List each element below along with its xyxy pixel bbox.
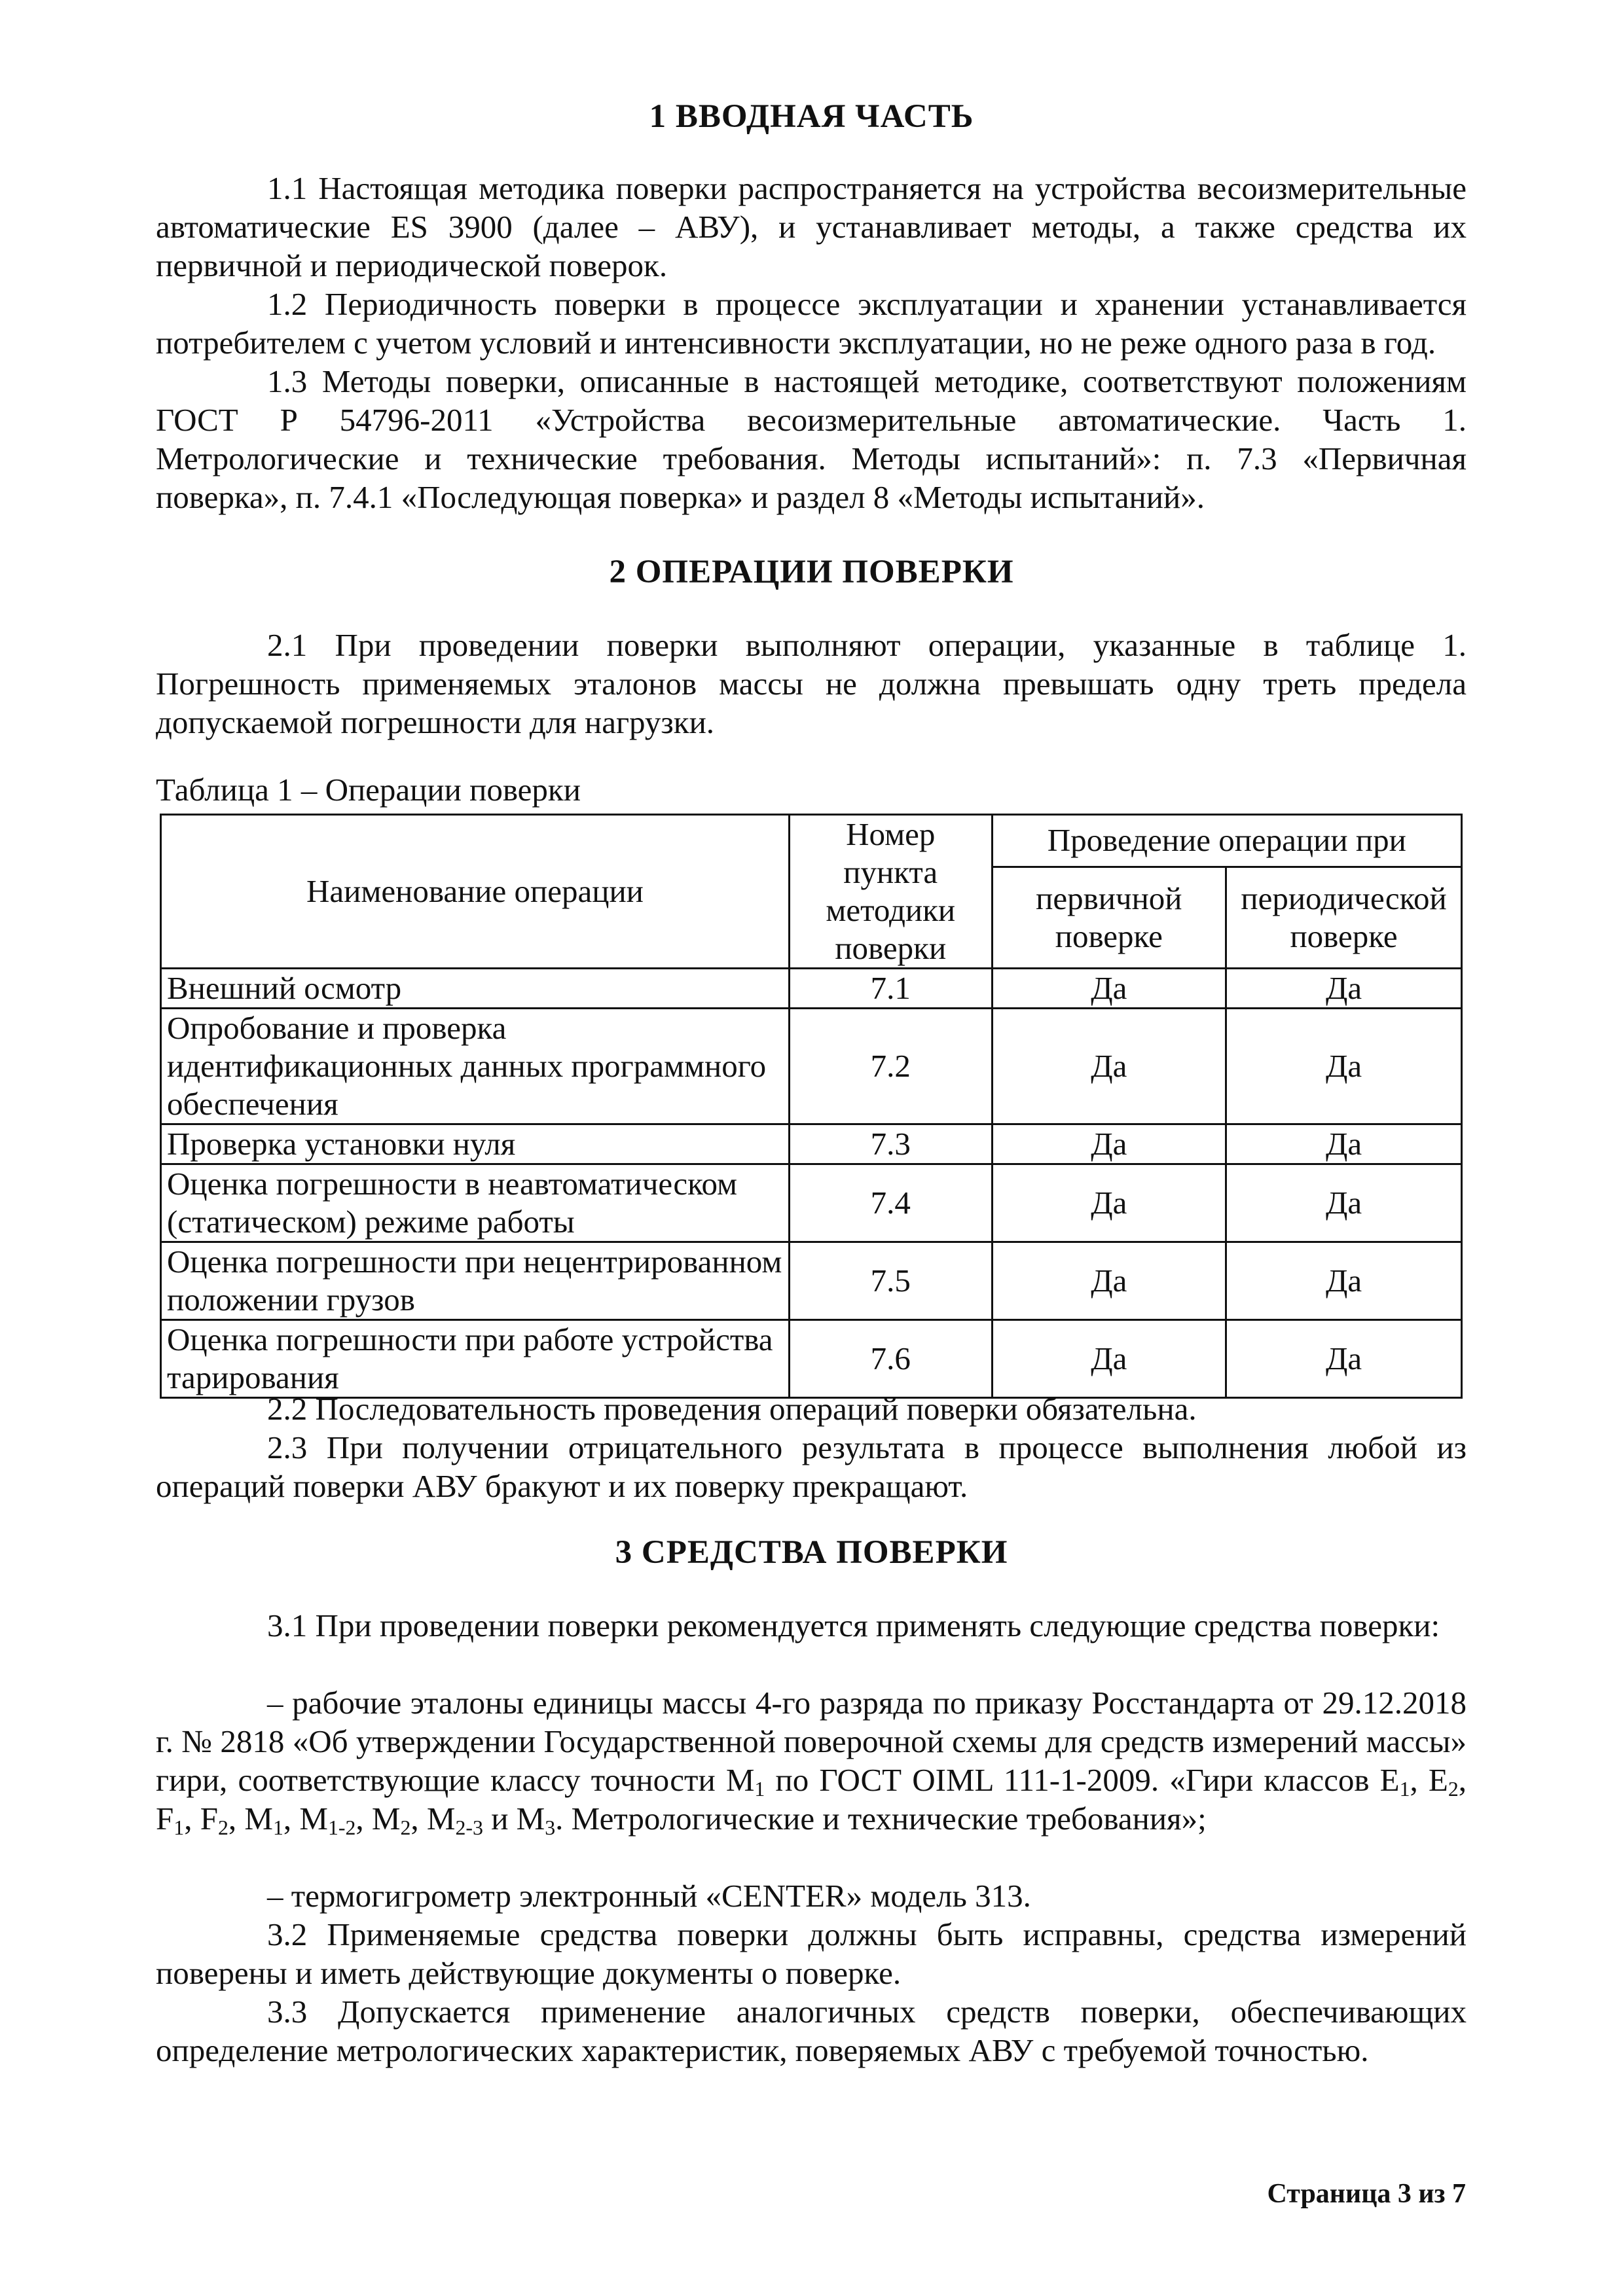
paragraph-3-1-item-1	[156, 1683, 1467, 1838]
table-header-row	[161, 815, 1462, 867]
row-name: Проверка установки нуля	[161, 1124, 790, 1164]
row-clause: 7.4	[789, 1164, 992, 1242]
table-row	[161, 1124, 1462, 1164]
row-primary: Да	[992, 1242, 1226, 1320]
paragraph-1-3: 1.3 Методы поверки, описанные в настоящей методике, соответствуют положениям ГОСТ Р 54796-2011 «Устройства весоизмерительные автоматические. Часть 1. Метрологические и технические требования. Методы испытаний»: п. 7.3 «Первичная поверка», п. 7.4.1 «Последующая поверка» и раздел 8 «Методы испытаний».	[156, 363, 1467, 515]
paragraph-3-1: 3.1 При проведении поверки рекомендуется применять следующие средства поверки:	[267, 1607, 1440, 1643]
paragraph-3-2: 3.2 Применяемые средства поверки должны быть исправны, средства измерений поверены и иметь действующие документы о поверке.	[156, 1916, 1467, 1991]
row-primary: Да	[992, 1164, 1226, 1242]
table-row	[161, 1242, 1462, 1320]
item-1-text-b: по ГОСТ OIML 111-1-2009. «Гири классов E	[765, 1762, 1400, 1798]
letter-f1: , F	[156, 1762, 1467, 1837]
row-clause: 7.6	[789, 1320, 992, 1398]
subscript-e2: 2	[1448, 1777, 1459, 1801]
subscript-m3: 3	[545, 1816, 556, 1839]
letter-f2: , F	[184, 1801, 218, 1837]
paragraph-2-2: 2.2 Последовательность проведения операций поверки обязательна.	[267, 1391, 1197, 1427]
header-operation-name: Наименование операции	[161, 815, 790, 969]
subscript-m1: 1	[754, 1777, 765, 1801]
table-row	[161, 1164, 1462, 1242]
paragraph-3-1-item-2: – термогигрометр электронный «CENTER» модель 313.	[267, 1878, 1031, 1914]
letter-m23: , M	[410, 1801, 456, 1837]
subscript-m23: 2-3	[455, 1816, 483, 1839]
subscript-m2: 2	[400, 1816, 411, 1839]
letter-m12: , M	[283, 1801, 328, 1837]
row-name: Оценка погрешности при нецентрированном положении грузов	[161, 1242, 790, 1320]
row-periodic: Да	[1226, 1320, 1462, 1398]
row-clause: 7.3	[789, 1124, 992, 1164]
paragraph-2-3: 2.3 При получении отрицательного результата в процессе выполнения любой из операций поверки АВУ бракуют и их поверку прекращают.	[156, 1429, 1467, 1504]
subscript-f2: 2	[217, 1816, 228, 1839]
subscript-f1: 1	[173, 1816, 185, 1839]
header-clause-number: Номер пункта методики поверки	[789, 815, 992, 969]
table-row	[161, 1009, 1462, 1124]
operations-table	[160, 814, 1463, 1399]
header-performing: Проведение операции при	[992, 815, 1461, 867]
subscript-m1b: 1	[272, 1816, 283, 1839]
header-periodic: периодической поверке	[1226, 867, 1462, 968]
row-primary: Да	[992, 1320, 1226, 1398]
section-2-title: 2 ОПЕРАЦИИ ПОВЕРКИ	[609, 554, 1014, 590]
paragraph-1-2: 1.2 Периодичность поверки в процессе эксплуатации и хранении устанавливается потребителем с учетом условий и интенсивности эксплуатации, но не реже одного раза в год.	[156, 286, 1467, 361]
row-primary: Да	[992, 1124, 1226, 1164]
letter-e2: , E	[1410, 1762, 1448, 1798]
item-1-text-c: и M	[491, 1801, 545, 1837]
row-periodic: Да	[1226, 1164, 1462, 1242]
table-row	[161, 969, 1462, 1009]
table-caption: Таблица 1 – Операции поверки	[156, 772, 581, 808]
paragraph-3-3: 3.3 Допускается применение аналогичных средств поверки, обеспечивающих определение метрологических характеристик, поверяемых АВУ с требуемой точностью.	[156, 1994, 1467, 2068]
row-clause: 7.1	[789, 969, 992, 1009]
row-primary: Да	[992, 1009, 1226, 1124]
row-clause: 7.2	[789, 1009, 992, 1124]
row-primary: Да	[992, 969, 1226, 1009]
row-name: Оценка погрешности в неавтоматическом (статическом) режиме работы	[161, 1164, 790, 1242]
section-3-title: 3 СРЕДСТВА ПОВЕРКИ	[615, 1534, 1008, 1571]
item-1-text-d: . Метрологические и технические требования»;	[555, 1801, 1207, 1837]
paragraph-1-1: 1.1 Настоящая методика поверки распространяется на устройства весоизмерительные автоматические ES 3900 (далее – АВУ), и устанавливает методы, а также средства их первичной и периодической поверок.	[156, 170, 1467, 283]
item-1-text-a: – рабочие эталоны единицы массы 4-го разряда по приказу Росстандарта от 29.12.2018 г. № 2818 «Об утверждении Государственной поверочной схемы для средств измерений массы» гири, соответствующие классу точности M	[156, 1685, 1467, 1798]
subscript-e1: 1	[1399, 1777, 1410, 1801]
section-1-title: 1 ВВОДНАЯ ЧАСТЬ	[649, 98, 974, 135]
row-name: Внешний осмотр	[161, 969, 790, 1009]
row-name: Опробование и проверка идентификационных данных программного обеспечения	[161, 1009, 790, 1124]
row-periodic: Да	[1226, 1009, 1462, 1124]
letter-m1: , M	[228, 1801, 273, 1837]
letter-m2: , M	[356, 1801, 401, 1837]
row-periodic: Да	[1226, 1242, 1462, 1320]
row-name: Оценка погрешности при работе устройства тарирования	[161, 1320, 790, 1398]
row-periodic: Да	[1226, 1124, 1462, 1164]
row-clause: 7.5	[789, 1242, 992, 1320]
paragraph-2-1: 2.1 При проведении поверки выполняют операции, указанные в таблице 1. Погрешность применяемых эталонов массы не должна превышать одну треть предела допускаемой погрешности для нагрузки.	[156, 627, 1467, 740]
subscript-m12: 1-2	[327, 1816, 356, 1839]
row-periodic: Да	[1226, 969, 1462, 1009]
page-number: Страница 3 из 7	[1267, 2179, 1466, 2209]
table-row	[161, 1320, 1462, 1398]
header-primary: первичной поверке	[992, 867, 1226, 968]
